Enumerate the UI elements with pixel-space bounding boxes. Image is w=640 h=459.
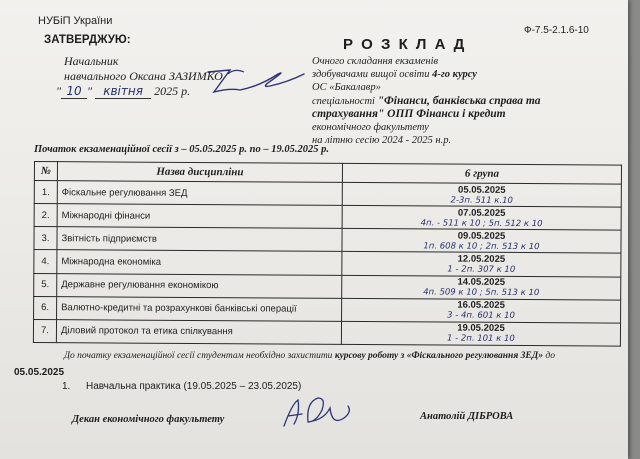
title-line4 — [312, 95, 541, 107]
practice-number: 1. — [62, 381, 71, 392]
approver-title-line1: Начальник — [64, 54, 119, 68]
exam-schedule-table — [33, 161, 622, 347]
date-open-quote: " — [56, 84, 62, 98]
dean-title: Декан економічного факультету — [72, 414, 225, 425]
row-number: 7. — [33, 319, 56, 342]
column-header-number: № — [34, 162, 57, 181]
date-year: 2025 р. — [154, 84, 191, 98]
discipline-name: Фіскальне регулювання ЗЕД — [57, 181, 342, 206]
title-line4-text: спеціальності — [312, 96, 375, 107]
exam-date: 07.05.2025 — [457, 207, 506, 219]
institution-name: НУБіП України — [38, 15, 113, 27]
date-month: квітня — [95, 84, 151, 99]
discipline-name: Міжнародна економіка — [57, 250, 342, 275]
discipline-name: Валютно-кредитні та розрахункові банківські операції — [57, 296, 342, 321]
title-line7: на літню сесію 2024 - 2025 н.р. — [312, 135, 452, 146]
document-code: Ф-7.5-2.1.6-10 — [524, 25, 589, 36]
column-header-group: 6 група — [342, 163, 621, 184]
title-line5: страхування" ОПП Фінанси і кредит — [312, 108, 506, 120]
row-number: 2. — [34, 204, 57, 227]
title-line2 — [312, 69, 477, 80]
exam-date: 14.05.2025 — [457, 276, 506, 289]
approver-signature — [200, 60, 310, 100]
exam-room-handwritten: 4п. 509 к 10 ; 5п. 513 к 10 — [423, 287, 540, 299]
discipline-name: Діловий протокол та етика спілкування — [56, 319, 341, 344]
exam-room-handwritten: 1 - 2п. 307 к 10 — [447, 264, 516, 275]
title-line6: економічного факультету — [312, 122, 429, 133]
approver-title-line2: навчального Оксана ЗАЗИМКО — [64, 69, 223, 83]
exam-slot — [342, 206, 621, 231]
exam-slot — [342, 229, 621, 254]
discipline-name: Державне регулювання економікою — [57, 273, 342, 298]
table-row — [33, 319, 620, 346]
exam-date: 19.05.2025 — [457, 323, 505, 335]
row-number: 5. — [34, 273, 57, 296]
exam-date: 05.05.2025 — [458, 184, 506, 196]
exam-date: 09.05.2025 — [457, 230, 506, 242]
row-number: 1. — [34, 181, 57, 204]
coursework-note-to: до — [545, 351, 555, 361]
exam-room-handwritten: 3 - 4п. 601 к 10 — [447, 310, 515, 322]
exam-room-handwritten: 1 - 2п. 101 к 10 — [446, 333, 515, 345]
date-day: 10 — [61, 84, 87, 99]
practice-item: Навчальна практика (19.05.2025 – 23.05.2025) — [86, 381, 302, 392]
title-line2-text: здобувачами вищої освіти — [312, 69, 430, 80]
exam-room-handwritten: 4п. - 511 к 10 ; 5п. 512 к 10 — [420, 218, 543, 229]
coursework-note-text: До початку екзаменаційної сесії студентам необхідно захистити — [64, 351, 333, 361]
column-header-discipline: Назва дисципліни — [57, 162, 342, 183]
exam-slot — [342, 298, 621, 323]
row-number: 3. — [34, 227, 57, 250]
dean-name: Анатолій ДІБРОВА — [420, 411, 514, 422]
coursework-note — [64, 351, 555, 361]
coursework-deadline: 05.05.2025 — [14, 367, 65, 378]
approve-label: ЗАТВЕРДЖУЮ: — [44, 34, 131, 46]
exam-date: 12.05.2025 — [457, 253, 506, 265]
discipline-name: Звітність підприємств — [57, 227, 342, 252]
exam-slot — [342, 252, 621, 277]
exam-slot — [341, 321, 620, 346]
row-number: 6. — [34, 296, 57, 319]
exam-room-handwritten: 1п. 608 к 10 ; 2п. 513 к 10 — [423, 241, 540, 252]
exam-slot — [342, 182, 621, 207]
title-specialty: "Фінанси, банківська справа та — [377, 95, 541, 107]
approval-date — [56, 84, 190, 99]
title-course: 4-го курсу — [432, 69, 477, 80]
date-close-quote: " — [87, 84, 93, 98]
exam-slot — [342, 275, 621, 300]
discipline-name: Міжнародні фінанси — [57, 204, 342, 229]
session-period: Початок екзаменаційної сесії з – 05.05.2025 р. по – 19.05.2025 р. — [34, 144, 329, 155]
coursework-note-subject: курсову роботу з «Фіскального регулювання ЗЕД» — [334, 351, 544, 361]
dean-signature — [278, 392, 358, 434]
title-line1: Очного складання екзаменів — [312, 56, 439, 67]
exam-date: 16.05.2025 — [457, 299, 505, 312]
row-number: 4. — [34, 250, 57, 273]
title-line3: ОС «Бакалавр» — [312, 82, 381, 93]
schedule-title: Р О З К Л А Д — [343, 36, 467, 53]
exam-room-handwritten: 2-3п. 511 к.10 — [450, 195, 514, 206]
